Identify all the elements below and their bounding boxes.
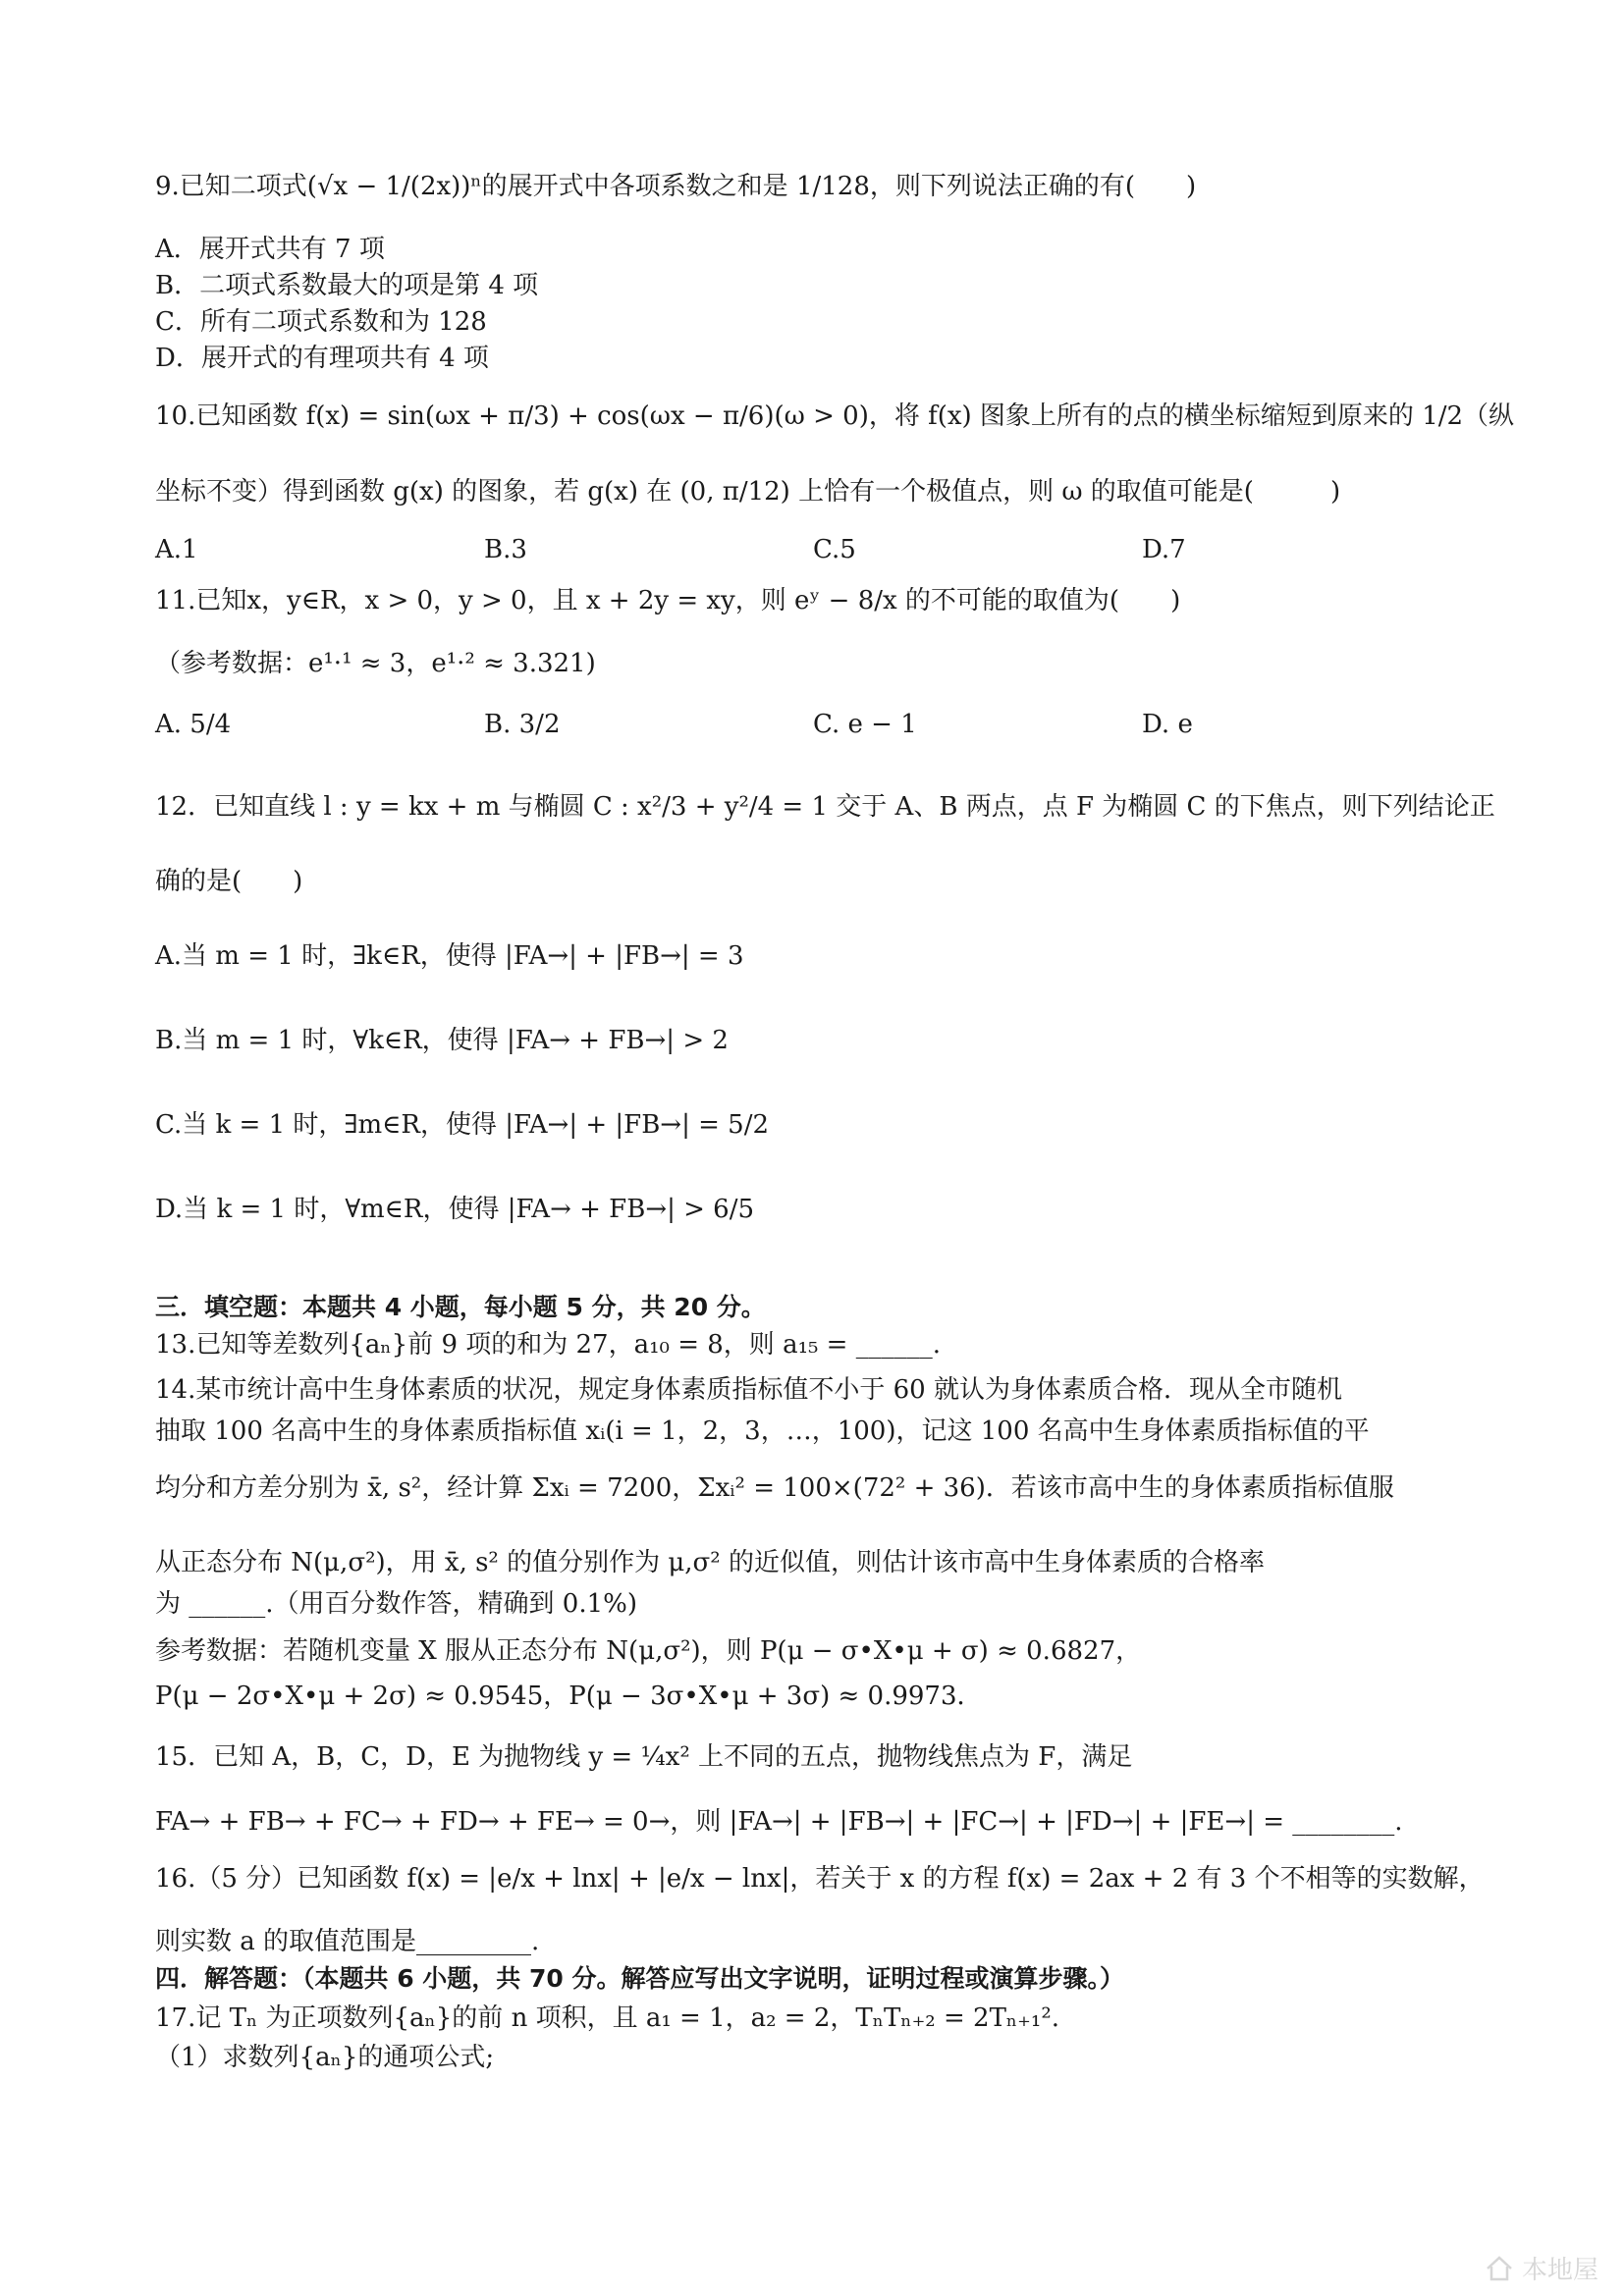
q16-line-1: 16.（5 分）已知函数 f(x) = |e/x + lnx| + |e/x − lnx|，若关于 x 的方程 f(x) = 2ax + 2 有 3 个不相等的实数解，	[155, 1864, 1485, 1894]
q10-stem: 10.已知函数 f(x) = sin(ωx + π/3) + cos(ωx − π/6)(ω > 0)，将 f(x) 图象上所有的点的横坐标缩短到原来的 1/2（纵	[155, 401, 1515, 431]
q10-options	[155, 536, 1471, 565]
q13: 13.已知等差数列{aₙ}前 9 项的和为 27，a₁₀ = 8，则 a₁₅ = ______.	[155, 1330, 941, 1360]
q12-stem: 12．已知直线 l : y = kx + m 与椭圆 C : x²/3 + y²/4 = 1 交于 A、B 两点，点 F 为椭圆 C 的下焦点，则下列结论正	[155, 792, 1495, 822]
q11-option-b: B. 3/2	[484, 710, 561, 739]
q9-option-c: C．所有二项式系数和为 128	[155, 307, 487, 337]
q17-line-1: 17.记 Tₙ 为正项数列{aₙ}的前 n 项积，且 a₁ = 1，a₂ = 2，TₙTₙ₊₂ = 2Tₙ₊₁².	[155, 2003, 1060, 2033]
watermark-logo	[1485, 2250, 1598, 2286]
q9-option-d: D．展开式的有理项共有 4 项	[155, 344, 489, 373]
q14-line-4: 从正态分布 N(μ,σ²)，用 x̄, s² 的值分别作为 μ,σ² 的近似值，则估计该市高中生身体素质的合格率	[155, 1548, 1265, 1577]
q15-line-1: 15．已知 A，B，C，D，E 为抛物线 y = ¼x² 上不同的五点，抛物线焦点为 F，满足	[155, 1742, 1133, 1772]
section-3-heading: 三．填空题：本题共 4 小题，每小题 5 分，共 20 分。	[155, 1293, 766, 1321]
q10-option-c: C.5	[813, 535, 856, 564]
q14-line-1: 14.某市统计高中生身体素质的状况，规定身体素质指标值不小于 60 就认为身体素质合格．现从全市随机	[155, 1375, 1342, 1405]
q11-options	[155, 711, 1471, 740]
q17-line-2: （1）求数列{aₙ}的通项公式;	[155, 2043, 495, 2072]
q14-line-6: 参考数据：若随机变量 X 服从正态分布 N(μ,σ²)，则 P(μ − σ•X•μ + σ) ≈ 0.6827，	[155, 1636, 1142, 1666]
section-4-heading: 四．解答题：（本题共 6 小题，共 70 分。解答应写出文字说明，证明过程或演算步骤。）	[155, 1964, 1125, 1993]
q14-line-5: 为 ______.（用百分数作答，精确到 0.1%)	[155, 1589, 637, 1619]
q9-stem: 9.已知二项式(√x − 1/(2x))ⁿ的展开式中各项系数之和是 1/128，则下列说法正确的有( )	[155, 172, 1197, 201]
watermark-text: 本地屋	[1521, 2256, 1598, 2285]
q12-option-c: C.当 k = 1 时，∃m∈R，使得 |FA→| + |FB→| = 5/2	[155, 1110, 770, 1140]
q11-option-d: D. e	[1142, 710, 1193, 739]
q12-stem-cont: 确的是( )	[155, 867, 303, 896]
q14-line-2: 抽取 100 名高中生的身体素质指标值 xᵢ(i = 1，2，3，…，100)，记这 100 名高中生身体素质指标值的平	[155, 1416, 1370, 1446]
q12-option-d: D.当 k = 1 时，∀m∈R，使得 |FA→ + FB→| > 6/5	[155, 1195, 755, 1224]
q11-option-a: A. 5/4	[155, 710, 232, 739]
q11-reference: （参考数据：e¹·¹ ≈ 3，e¹·² ≈ 3.321)	[155, 649, 596, 678]
q14-line-7: P(μ − 2σ•X•μ + 2σ) ≈ 0.9545，P(μ − 3σ•X•μ + 3σ) ≈ 0.9973．	[155, 1682, 983, 1711]
q14-line-3: 均分和方差分别为 x̄, s²，经计算 Σxᵢ = 7200，Σxᵢ² = 100×(72² + 36)．若该市高中生的身体素质指标值服	[155, 1473, 1394, 1503]
q9-option-b: B．二项式系数最大的项是第 4 项	[155, 271, 539, 300]
q15-line-2: FA→ + FB→ + FC→ + FD→ + FE→ = 0→，则 |FA→| + |FB→| + |FC→| + |FD→| + |FE→| = ________.	[155, 1807, 1403, 1837]
q16-line-2: 则实数 a 的取值范围是_________.	[155, 1927, 540, 1956]
q9-option-a: A．展开式共有 7 项	[155, 235, 385, 264]
house-icon	[1485, 2255, 1514, 2282]
q11-option-c: C. e − 1	[813, 710, 917, 739]
q12-option-a: A.当 m = 1 时，∃k∈R，使得 |FA→| + |FB→| = 3	[155, 941, 744, 971]
q10-stem-cont: 坐标不变）得到函数 g(x) 的图象，若 g(x) 在 (0, π/12) 上恰有一个极值点，则 ω 的取值可能是( )	[155, 477, 1341, 507]
q12-option-b: B.当 m = 1 时，∀k∈R，使得 |FA→ + FB→| > 2	[155, 1026, 729, 1055]
q10-option-a: A.1	[155, 535, 198, 564]
q11-stem: 11.已知x，y∈R，x > 0，y > 0，且 x + 2y = xy，则 eʸ − 8/x 的不可能的取值为( )	[155, 586, 1181, 615]
q10-option-d: D.7	[1142, 535, 1186, 564]
q10-option-b: B.3	[484, 535, 527, 564]
